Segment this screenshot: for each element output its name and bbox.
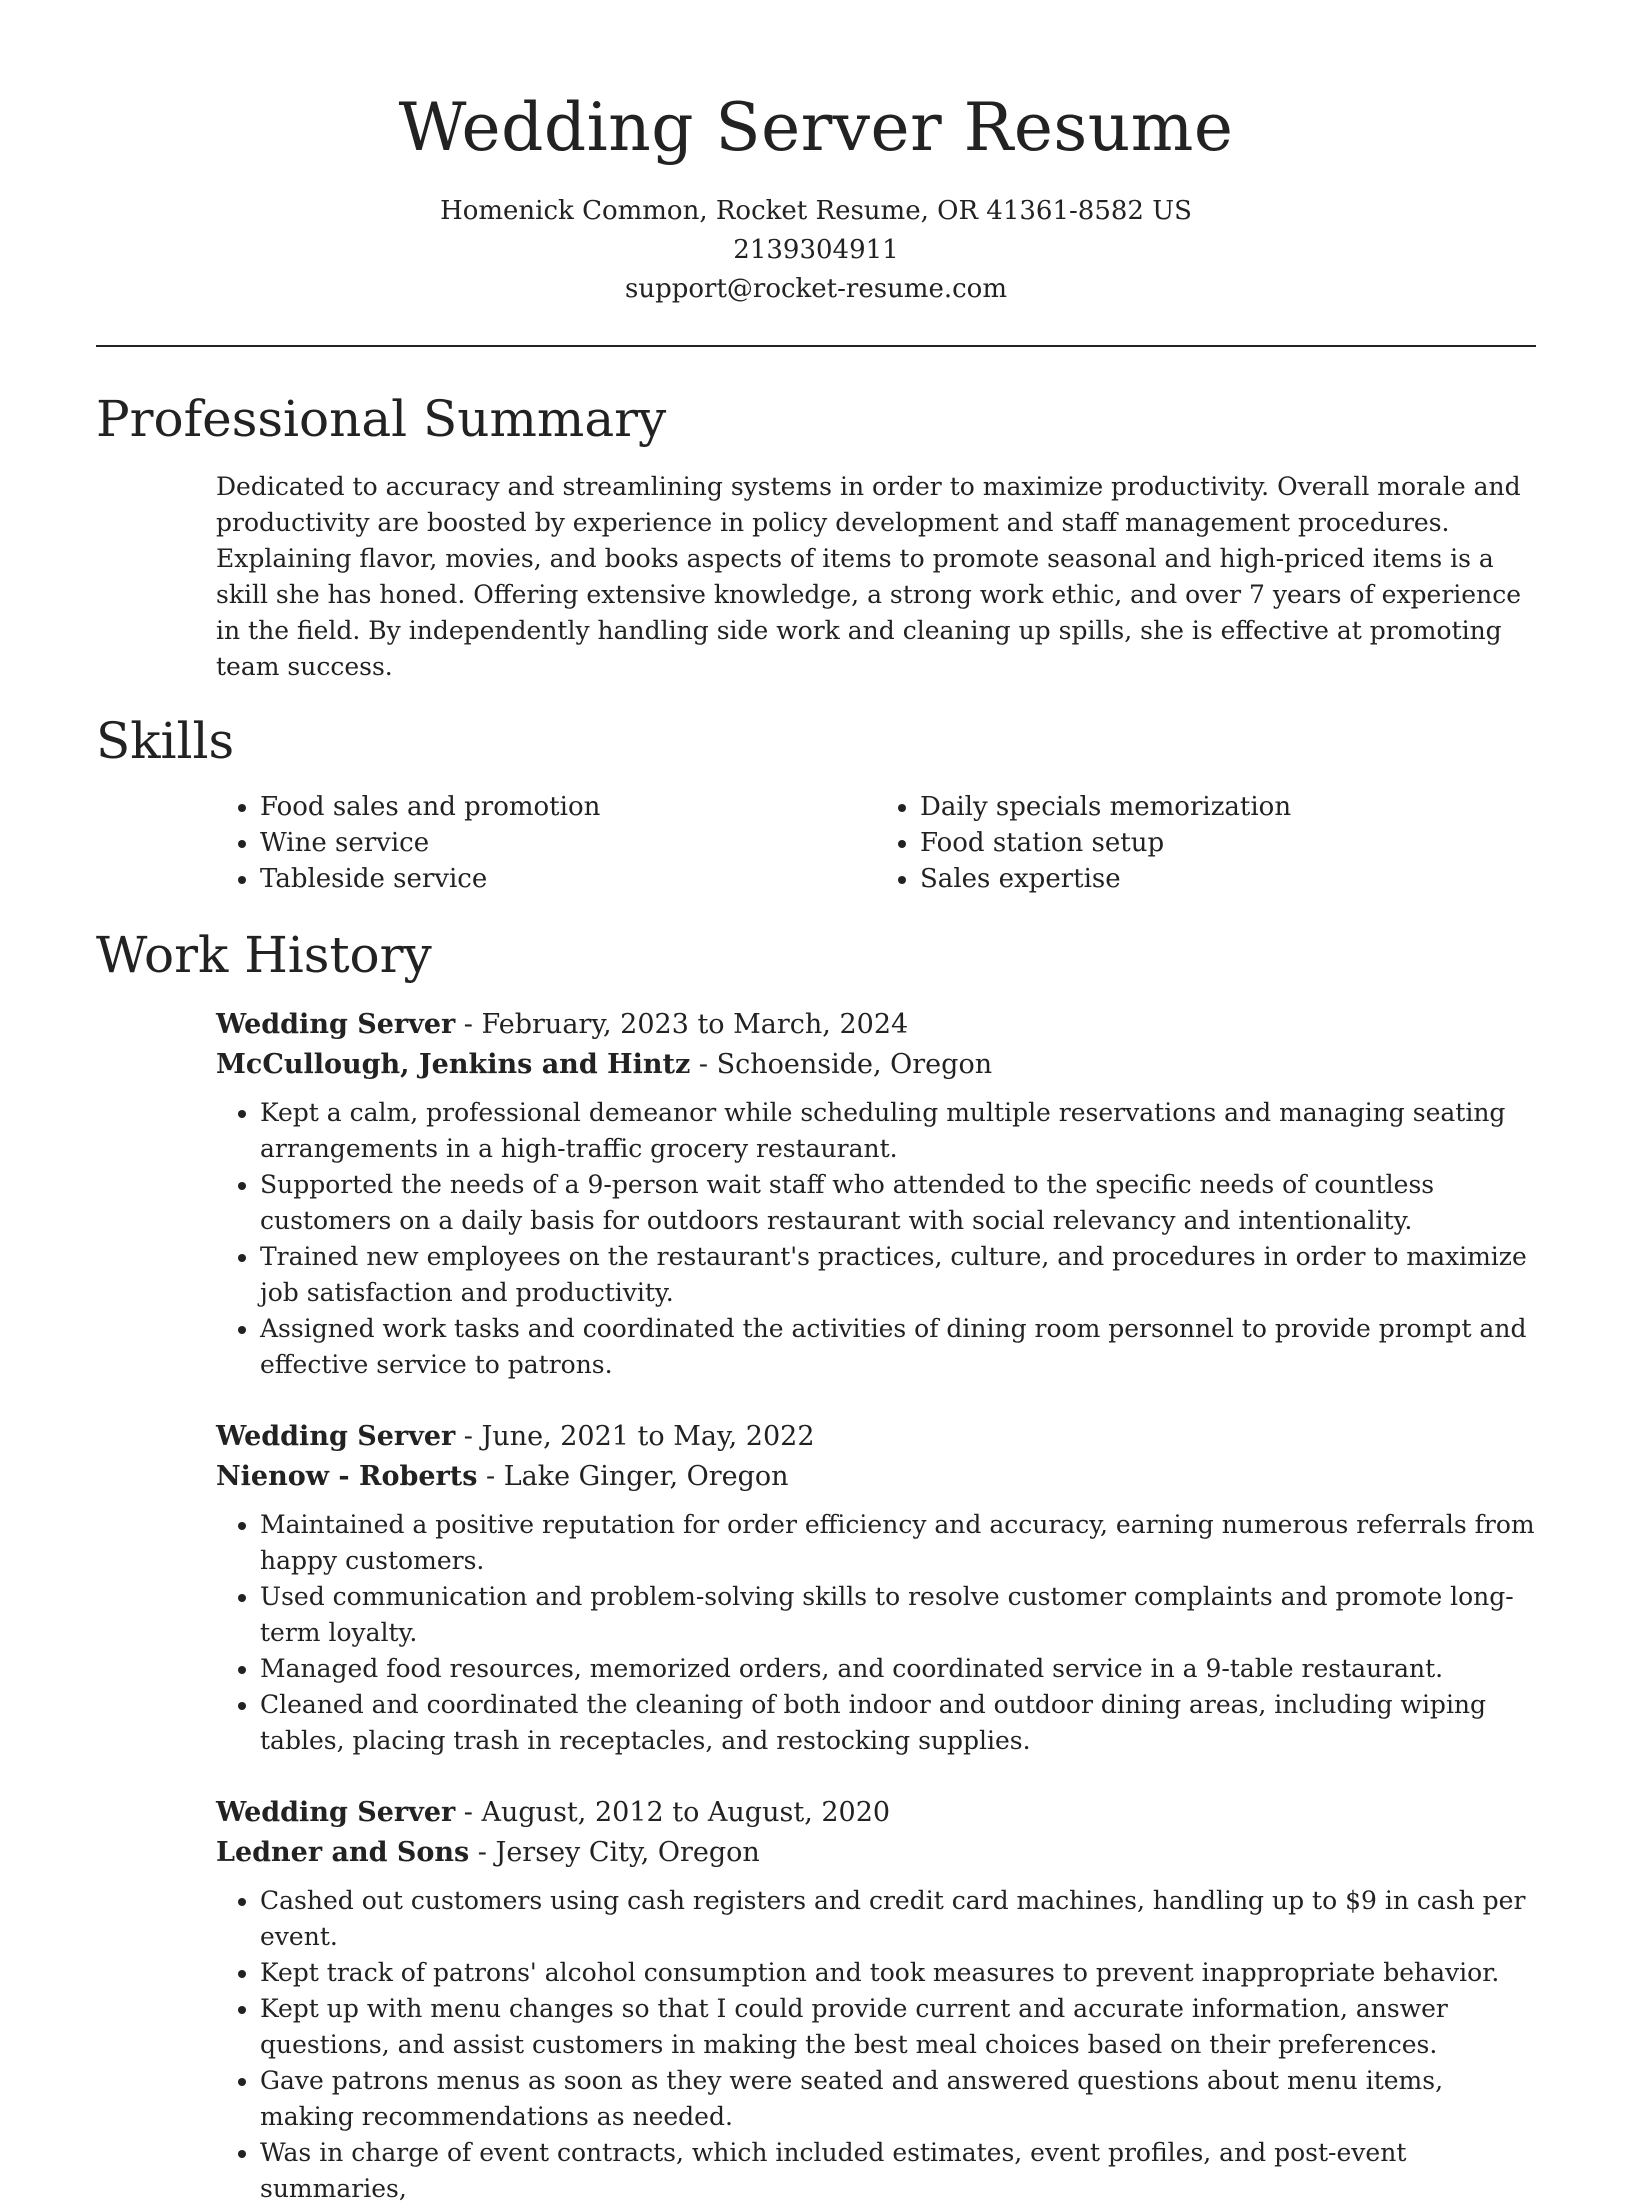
job-entry — [216, 1005, 1536, 1383]
job-title: Wedding Server — [216, 1797, 456, 1828]
job-duties — [216, 1095, 1536, 1383]
job-title-line — [216, 1417, 1536, 1457]
job-duties — [216, 1507, 1536, 1759]
job-company-line — [216, 1457, 1536, 1497]
job-title: Wedding Server — [216, 1009, 456, 1040]
job-company-line — [216, 1833, 1536, 1873]
summary-text: Dedicated to accuracy and streamlining systems in order to maximize productivity. Overall morale and productivity are boosted by experience in policy development and staff management procedures. Explaining flavor, movies, and books aspects of items to promote seasonal and high-priced items is a skill she has honed. Offering extensive knowledge, a strong work ethic, and over 7 years of experience in the field. By independently handling side work and cleaning up spills, she is effective at promoting team success. — [216, 472, 1521, 681]
job-duty: • Supported the needs of a 9-person wait staff who attended to the specific needs of countless customers on a daily basis for outdoors restaurant with social relevancy and intentionality. — [260, 1167, 1536, 1239]
skills-heading: Skills — [96, 712, 235, 770]
job-company-line — [216, 1045, 1536, 1085]
job-location: - Jersey City, Oregon — [469, 1837, 760, 1868]
skill-item: • Tableside service — [260, 861, 876, 897]
job-location: - Lake Ginger, Oregon — [477, 1461, 789, 1492]
job-company: McCullough, Jenkins and Hintz — [216, 1049, 691, 1080]
job-duty: • Was in charge of event contracts, which included estimates, event profiles, and post-event summaries, — [260, 2135, 1536, 2207]
skill-item: • Wine service — [260, 825, 876, 861]
summary-heading: Professional Summary — [96, 390, 667, 448]
job-duties — [216, 1883, 1536, 2207]
job-company: Ledner and Sons — [216, 1837, 470, 1868]
job-duty: • Cleaned and coordinated the cleaning of both indoor and outdoor dining areas, including wiping tables, placing trash in receptacles, and restocking supplies. — [260, 1687, 1536, 1759]
job-entry — [216, 1793, 1536, 2207]
skills-list — [216, 789, 1536, 897]
skills-column-left — [216, 789, 876, 897]
contact-phone: 2139304911 — [733, 235, 899, 265]
header-divider — [96, 345, 1536, 347]
job-title: Wedding Server — [216, 1421, 456, 1452]
job-duty: • Trained new employees on the restaurant's practices, culture, and procedures in order to maximize job satisfaction and productivity. — [260, 1239, 1536, 1311]
job-dates: - February, 2023 to March, 2024 — [455, 1009, 909, 1040]
job-title-line — [216, 1005, 1536, 1045]
job-location: - Schoenside, Oregon — [690, 1049, 993, 1080]
job-duty: • Cashed out customers using cash registers and credit card machines, handling up to $9 in cash per event. — [260, 1883, 1536, 1955]
skill-item: • Food sales and promotion — [260, 789, 876, 825]
job-duty: • Kept track of patrons' alcohol consumption and took measures to prevent inappropriate behavior. — [260, 1955, 1536, 1991]
skill-item: • Daily specials memorization — [920, 789, 1536, 825]
job-duty: • Gave patrons menus as soon as they were seated and answered questions about menu items, making recommendations as needed. — [260, 2063, 1536, 2135]
job-duty: • Maintained a positive reputation for order efficiency and accuracy, earning numerous referrals from happy customers. — [260, 1507, 1536, 1579]
skill-item: • Sales expertise — [920, 861, 1536, 897]
job-dates: - August, 2012 to August, 2020 — [455, 1797, 891, 1828]
contact-email: support@rocket-resume.com — [624, 274, 1007, 304]
job-duty: • Kept up with menu changes so that I could provide current and accurate information, answer questions, and assist customers in making the best meal choices based on their preferences. — [260, 1991, 1536, 2063]
resume-page — [96, 0, 1536, 2207]
contact-address: Homenick Common, Rocket Resume, OR 41361-8582 US — [440, 196, 1192, 226]
job-duty: • Used communication and problem-solving skills to resolve customer complaints and promote long-term loyalty. — [260, 1579, 1536, 1651]
skill-item: • Food station setup — [920, 825, 1536, 861]
job-company: Nienow - Roberts — [216, 1461, 478, 1492]
job-duty: • Assigned work tasks and coordinated the activities of dining room personnel to provide prompt and effective service to patrons. — [260, 1311, 1536, 1383]
work-history-heading: Work History — [96, 926, 432, 984]
job-duty: • Kept a calm, professional demeanor while scheduling multiple reservations and managing seating arrangements in a high-traffic grocery restaurant. — [260, 1095, 1536, 1167]
resume-title: Wedding Server Resume — [398, 89, 1234, 166]
job-title-line — [216, 1793, 1536, 1833]
resume-header — [96, 0, 1536, 309]
skills-column-right — [876, 789, 1536, 897]
job-entry — [216, 1417, 1536, 1759]
job-duty: • Managed food resources, memorized orders, and coordinated service in a 9-table restaurant. — [260, 1651, 1536, 1687]
job-dates: - June, 2021 to May, 2022 — [455, 1421, 815, 1452]
